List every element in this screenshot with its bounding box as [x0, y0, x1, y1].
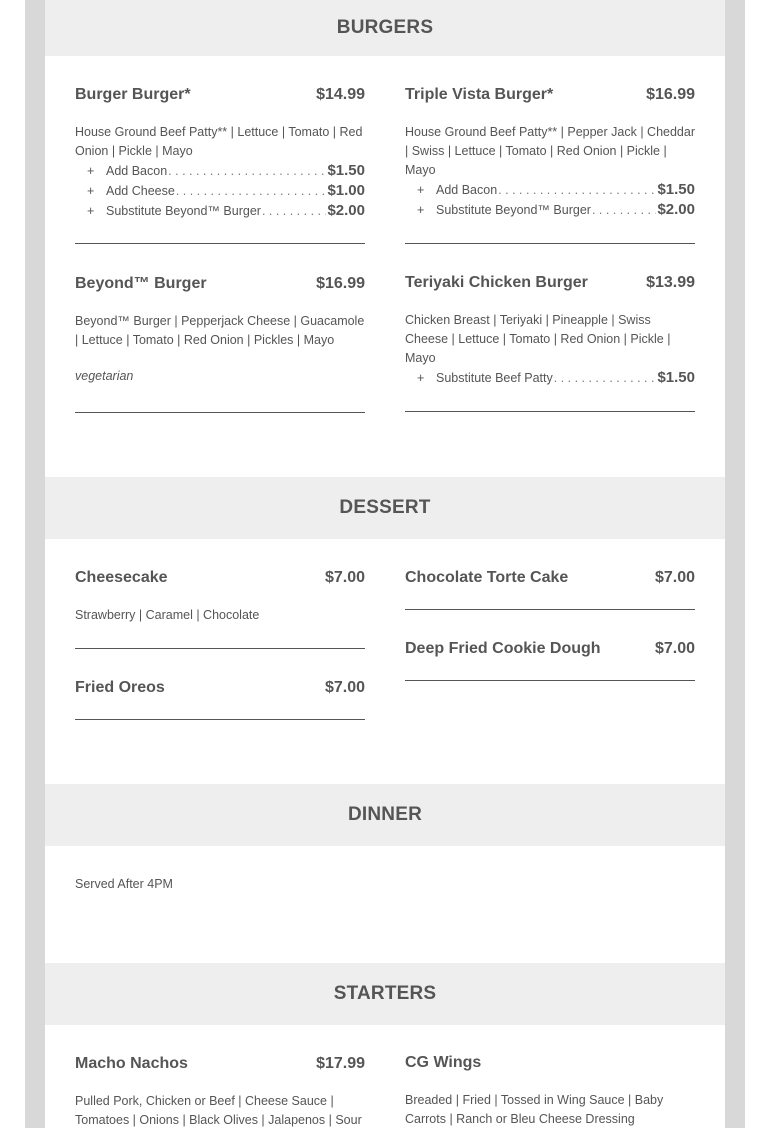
menu-item[interactable] — [405, 86, 695, 220]
dot-leader — [262, 201, 327, 221]
addon-price: $2.00 — [327, 202, 365, 219]
addon-name: Substitute Beef Patty — [436, 371, 553, 385]
menu-item[interactable] — [405, 569, 695, 587]
item-price: $7.00 — [324, 569, 365, 586]
section-header-dinner — [45, 784, 725, 846]
item-divider — [405, 609, 695, 610]
menu-item[interactable] — [75, 679, 365, 697]
section-title: STARTERS — [333, 983, 437, 1004]
addon-option[interactable] — [405, 368, 695, 388]
plus-icon: + — [87, 184, 95, 198]
item-divider — [405, 243, 695, 244]
item-name: Macho Nachos — [75, 1055, 188, 1072]
item-description: Pulled Pork, Chicken or Beef | Cheese Sauce | Tomatoes | Onions | Black Olives | Jalapenos | Sour — [75, 1094, 362, 1127]
addon-option[interactable] — [405, 180, 695, 200]
plus-icon: + — [87, 164, 95, 178]
item-price: $16.99 — [316, 275, 365, 292]
plus-icon: + — [417, 371, 425, 385]
addon-name: Add Bacon — [106, 164, 168, 178]
addon-price: $2.00 — [657, 201, 695, 218]
item-price: $7.00 — [654, 640, 695, 657]
item-description: Chicken Breast | Teriyaki | Pineapple | Swiss Cheese | Lettuce | Tomato | Red Onion | Pickle | Mayo — [405, 313, 671, 365]
item-name: Triple Vista Burger* — [405, 86, 554, 103]
section-header-dessert — [45, 477, 725, 539]
item-name: Cheesecake — [75, 569, 168, 586]
item-price: $13.99 — [646, 274, 695, 291]
menu-item[interactable] — [75, 275, 365, 383]
section-title: DINNER — [347, 804, 423, 825]
item-price: $14.99 — [316, 86, 365, 103]
item-divider — [405, 680, 695, 681]
addon-price: $1.00 — [327, 182, 365, 199]
section-header-burgers — [45, 0, 725, 56]
section-header-starters — [45, 963, 725, 1025]
menu-item[interactable] — [75, 569, 365, 625]
menu-item[interactable] — [405, 1054, 695, 1129]
item-divider — [75, 648, 365, 649]
plus-icon: + — [87, 204, 95, 218]
item-name: Teriyaki Chicken Burger — [405, 274, 588, 291]
item-description: Strawberry | Caramel | Chocolate — [75, 608, 260, 622]
menu-item[interactable] — [75, 1055, 365, 1130]
addon-option[interactable] — [75, 161, 365, 181]
dot-leader — [498, 180, 656, 200]
dot-leader — [168, 161, 326, 181]
section-title: BURGERS — [336, 17, 434, 38]
addon-option[interactable] — [405, 200, 695, 220]
addon-name: Substitute Beyond™ Burger — [436, 203, 591, 217]
menu-item[interactable] — [405, 640, 695, 658]
item-divider — [405, 411, 695, 412]
item-name: Fried Oreos — [75, 679, 165, 696]
item-description: House Ground Beef Patty** | Lettuce | Tomato | Red Onion | Pickle | Mayo — [75, 125, 363, 158]
item-description: Breaded | Fried | Tossed in Wing Sauce | Baby Carrots | Ranch or Bleu Cheese Dressing — [405, 1093, 664, 1126]
menu-item[interactable] — [405, 274, 695, 388]
addon-price: $1.50 — [327, 162, 365, 179]
addon-option[interactable] — [75, 181, 365, 201]
item-divider — [75, 719, 365, 720]
item-name: Beyond™ Burger — [75, 275, 207, 292]
item-divider — [75, 412, 365, 413]
section-title: DESSERT — [339, 497, 431, 518]
menu-item[interactable] — [75, 86, 365, 221]
section-note: Served After 4PM — [75, 877, 173, 891]
item-price: $7.00 — [324, 679, 365, 696]
item-name: CG Wings — [405, 1054, 482, 1071]
item-name: Burger Burger* — [75, 86, 191, 103]
dot-leader — [176, 181, 327, 201]
item-description: Beyond™ Burger | Pepperjack Cheese | Guacamole | Lettuce | Tomato | Red Onion | Pickles | Mayo — [75, 314, 365, 347]
addon-price: $1.50 — [657, 369, 695, 386]
item-price: $7.00 — [654, 569, 695, 586]
addon-name: Add Bacon — [436, 183, 498, 197]
dietary-tag: vegetarian — [75, 369, 134, 383]
item-description: House Ground Beef Patty** | Pepper Jack | Cheddar | Swiss | Lettuce | Tomato | Red Onion | Pickle | Mayo — [405, 125, 695, 177]
item-price: $17.99 — [316, 1055, 365, 1072]
plus-icon: + — [417, 203, 425, 217]
item-price: $16.99 — [646, 86, 695, 103]
addon-name: Add Cheese — [106, 184, 175, 198]
addon-price: $1.50 — [657, 181, 695, 198]
addon-option[interactable] — [75, 201, 365, 221]
item-name: Chocolate Torte Cake — [405, 569, 569, 586]
addon-name: Substitute Beyond™ Burger — [106, 204, 261, 218]
dot-leader — [592, 200, 657, 220]
dot-leader — [554, 368, 657, 388]
plus-icon: + — [417, 183, 425, 197]
item-name: Deep Fried Cookie Dough — [405, 640, 601, 657]
item-divider — [75, 243, 365, 244]
